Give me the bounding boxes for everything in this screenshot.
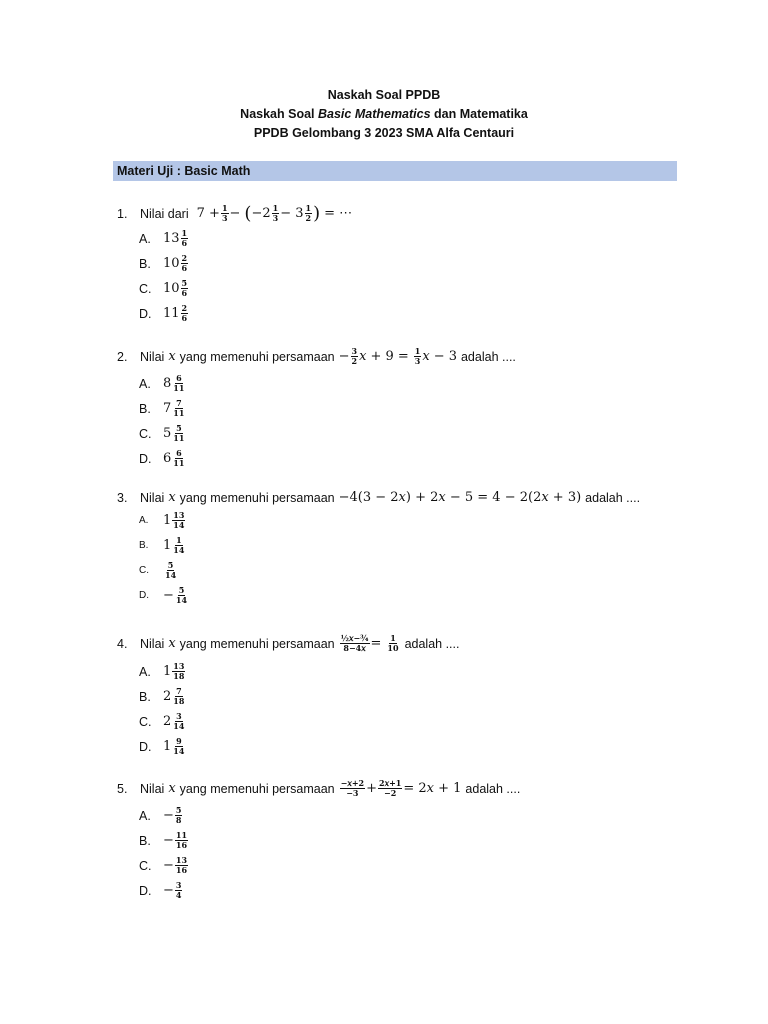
text-span: Nilai xyxy=(140,349,165,364)
math-term: = ⋯ xyxy=(324,206,353,221)
math-term: 11 xyxy=(163,306,180,321)
fraction xyxy=(164,561,177,580)
option-3a[interactable] xyxy=(139,511,186,530)
option-1d[interactable] xyxy=(139,304,189,323)
fraction-denominator: 14 xyxy=(175,595,188,605)
math-term: − 3 xyxy=(280,206,304,221)
fraction xyxy=(272,204,280,223)
fraction-denominator: 2 xyxy=(305,213,312,223)
fraction xyxy=(172,374,185,393)
option-3b[interactable] xyxy=(139,536,186,555)
math-term: 2 xyxy=(163,714,172,729)
option-label: A. xyxy=(139,664,151,679)
fraction-denominator: 6 xyxy=(181,238,188,248)
fraction-numerator: 1 xyxy=(305,203,312,213)
fraction xyxy=(172,712,185,731)
question-5 xyxy=(117,779,520,798)
header-line-3: PPDB Gelombang 3 2023 SMA Alfa Centauri xyxy=(253,126,515,140)
option-4d[interactable] xyxy=(139,737,186,756)
option-label: B. xyxy=(139,689,151,704)
header-line-2-pre: Naskah Soal xyxy=(240,107,318,121)
fraction-denominator: 14 xyxy=(165,570,177,580)
math-variable: x xyxy=(168,349,176,364)
fraction xyxy=(172,737,185,756)
option-label: A. xyxy=(139,231,151,246)
option-label: B. xyxy=(139,540,149,551)
question-3 xyxy=(117,490,640,505)
option-label: B. xyxy=(139,256,151,271)
fraction-numerator: 7 xyxy=(176,686,182,696)
option-label: C. xyxy=(139,565,149,576)
math-term: 8 xyxy=(163,376,172,391)
option-label: B. xyxy=(139,401,151,416)
header-line-2-italic: Basic Mathematics xyxy=(318,107,431,121)
option-label: D. xyxy=(139,306,152,321)
option-4c[interactable] xyxy=(139,712,186,731)
fraction xyxy=(172,536,185,555)
fraction-denominator: 6 xyxy=(181,288,188,298)
math-term: − xyxy=(229,206,241,221)
math-term: − xyxy=(163,858,174,873)
fraction-denominator: 10 xyxy=(387,643,399,653)
text-span: Nilai xyxy=(140,781,165,796)
math-term: 10 xyxy=(163,281,180,296)
fraction xyxy=(172,424,185,443)
fraction-denominator: 18 xyxy=(173,696,185,706)
option-4a[interactable] xyxy=(139,662,186,681)
fraction xyxy=(414,347,422,366)
math-term: −4(3 − 2𝑥) + 2𝑥 − 5 = 4 − 2(2𝑥 + 3) xyxy=(338,490,582,505)
question-number: 3. xyxy=(117,490,128,505)
option-1a[interactable] xyxy=(139,229,189,248)
option-label: D. xyxy=(139,451,152,466)
fraction-numerator: 6 xyxy=(176,448,182,458)
fraction-numerator: ½𝑥−¾ xyxy=(340,633,369,643)
math-term: − xyxy=(163,883,174,898)
fraction-denominator: 11 xyxy=(173,458,185,468)
option-label: B. xyxy=(139,833,151,848)
fraction xyxy=(221,204,229,223)
fraction xyxy=(181,254,189,273)
fraction-denominator: 11 xyxy=(173,408,185,418)
option-5b[interactable] xyxy=(139,831,189,850)
text-span: Nilai xyxy=(140,490,165,505)
fraction-denominator: 3 xyxy=(414,356,421,366)
fraction xyxy=(175,881,183,900)
math-variable: x xyxy=(359,349,367,364)
fraction-numerator: 3 xyxy=(175,880,182,890)
math-term: 2 xyxy=(163,689,172,704)
math-term: 1 xyxy=(163,664,172,679)
math-term: 10 xyxy=(163,256,180,271)
option-label: C. xyxy=(139,714,152,729)
fraction-denominator: 2 xyxy=(351,356,358,366)
fraction-numerator: 5 xyxy=(175,805,182,815)
fraction xyxy=(175,806,183,825)
math-variable: x xyxy=(422,349,430,364)
math-term: 1 xyxy=(163,513,172,528)
option-5d[interactable] xyxy=(139,881,183,900)
text-span: adalah .... xyxy=(460,349,516,364)
math-term: 5 xyxy=(163,426,172,441)
fraction-numerator: 1 xyxy=(181,228,188,238)
fraction xyxy=(181,229,189,248)
math-term: 1 xyxy=(163,538,172,553)
fraction-numerator: 1 xyxy=(272,203,279,213)
fraction xyxy=(175,586,188,605)
math-term: − xyxy=(338,349,350,364)
option-label: C. xyxy=(139,426,152,441)
fraction-numerator: 1 xyxy=(221,203,228,213)
fraction-numerator: 5 xyxy=(178,585,185,595)
fraction-denominator: 14 xyxy=(173,545,185,555)
option-4b[interactable] xyxy=(139,687,186,706)
fraction-numerator: 1 xyxy=(414,346,421,356)
header-line-1: Naskah Soal PPDB xyxy=(327,88,441,102)
option-2c[interactable] xyxy=(139,424,186,443)
math-term: + xyxy=(366,781,377,796)
fraction-denominator: 6 xyxy=(181,263,188,273)
option-label: A. xyxy=(139,376,151,391)
fraction xyxy=(340,634,370,653)
math-term: − 3 xyxy=(433,349,457,364)
math-term: 7 xyxy=(163,401,172,416)
fraction xyxy=(351,347,359,366)
option-2d[interactable] xyxy=(139,449,186,468)
question-text: Nilai dari xyxy=(140,206,189,221)
option-1b[interactable] xyxy=(139,254,189,273)
fraction-denominator: 11 xyxy=(173,383,185,393)
math-variable: x xyxy=(168,636,176,651)
option-label: C. xyxy=(139,858,152,873)
fraction-numerator: 13 xyxy=(173,510,185,520)
header-line-2-post: dan Matematika xyxy=(430,107,528,121)
option-5c[interactable] xyxy=(139,856,189,875)
option-1c[interactable] xyxy=(139,279,189,298)
fraction-denominator: 16 xyxy=(175,865,188,875)
fraction-numerator: 7 xyxy=(176,398,182,408)
fraction-numerator: 1 xyxy=(390,633,396,643)
fraction xyxy=(172,399,185,418)
math-term: −2 xyxy=(251,206,271,221)
math-variable: x xyxy=(168,781,176,796)
math-term: + 9 = xyxy=(370,349,409,364)
fraction-denominator: 14 xyxy=(173,746,185,756)
option-3d[interactable] xyxy=(139,586,189,605)
fraction-numerator: 2 xyxy=(181,253,188,263)
text-span: Nilai xyxy=(140,636,165,651)
fraction xyxy=(305,204,313,223)
section-band xyxy=(113,161,677,181)
fraction-numerator: 2𝑥+1 xyxy=(379,778,402,788)
fraction xyxy=(378,779,402,798)
math-term: = xyxy=(370,636,382,651)
fraction-denominator: 8−4𝑥 xyxy=(343,643,366,653)
fraction xyxy=(340,779,365,798)
fraction xyxy=(386,634,399,653)
fraction-numerator: 6 xyxy=(176,373,182,383)
fraction-denominator: −2 xyxy=(384,788,397,798)
option-2b[interactable] xyxy=(139,399,186,418)
fraction-numerator: 1 xyxy=(176,535,182,545)
math-variable: x xyxy=(168,490,176,505)
fraction-numerator: 3 xyxy=(176,711,182,721)
fraction-denominator: 8 xyxy=(175,815,182,825)
header-line-2 xyxy=(0,107,768,121)
math-term: − xyxy=(163,588,174,603)
fraction-numerator: 2 xyxy=(181,303,188,313)
option-label: A. xyxy=(139,515,149,526)
fraction xyxy=(172,511,185,530)
text-span: adalah .... xyxy=(585,490,641,505)
option-3c[interactable] xyxy=(139,561,178,580)
fraction xyxy=(181,279,189,298)
fraction-denominator: 6 xyxy=(181,313,188,323)
option-label: D. xyxy=(139,739,152,754)
fraction-numerator: 5 xyxy=(176,423,182,433)
question-number: 1. xyxy=(117,206,128,221)
fraction-numerator: 11 xyxy=(175,830,188,840)
fraction-denominator: 11 xyxy=(173,433,185,443)
math-term: − xyxy=(163,833,174,848)
math-term: − xyxy=(163,808,174,823)
fraction-denominator: 14 xyxy=(173,520,185,530)
fraction-numerator: 5 xyxy=(167,560,174,570)
parenthesis: ) xyxy=(313,203,321,224)
question-2 xyxy=(117,347,516,366)
fraction xyxy=(181,304,189,323)
fraction xyxy=(172,662,185,681)
fraction-denominator: −3 xyxy=(346,788,359,798)
math-term: 13 xyxy=(163,231,180,246)
text-span: yang memenuhi persamaan xyxy=(179,781,335,796)
option-5a[interactable] xyxy=(139,806,183,825)
parenthesis: ( xyxy=(244,203,252,224)
fraction-numerator: 3 xyxy=(351,346,358,356)
fraction-numerator: 13 xyxy=(175,855,188,865)
fraction-denominator: 3 xyxy=(221,213,228,223)
option-label: C. xyxy=(139,281,152,296)
fraction-numerator: −𝑥+2 xyxy=(340,778,365,788)
fraction-denominator: 4 xyxy=(175,890,182,900)
math-term: = 2𝑥 + 1 xyxy=(403,781,462,796)
fraction xyxy=(172,687,185,706)
math-term: 1 xyxy=(163,739,172,754)
question-number: 4. xyxy=(117,636,128,651)
fraction-denominator: 16 xyxy=(175,840,188,850)
text-span: yang memenuhi persamaan xyxy=(179,490,335,505)
fraction-denominator: 18 xyxy=(173,671,185,681)
fraction xyxy=(172,449,185,468)
question-1 xyxy=(117,203,352,224)
text-span: yang memenuhi persamaan xyxy=(179,636,335,651)
fraction xyxy=(175,831,188,850)
option-label: A. xyxy=(139,808,151,823)
question-number: 2. xyxy=(117,349,128,364)
text-span: adalah .... xyxy=(404,636,460,651)
option-label: D. xyxy=(139,590,149,601)
fraction-numerator: 5 xyxy=(181,278,188,288)
fraction-numerator: 9 xyxy=(176,736,182,746)
text-span: yang memenuhi persamaan xyxy=(179,349,335,364)
text-span: adalah .... xyxy=(465,781,521,796)
section-title: Materi Uji : Basic Math xyxy=(117,164,251,178)
fraction xyxy=(175,856,188,875)
fraction-denominator: 14 xyxy=(173,721,185,731)
fraction-denominator: 3 xyxy=(272,213,279,223)
option-label: D. xyxy=(139,883,152,898)
math-term: 7 + xyxy=(196,206,220,221)
option-2a[interactable] xyxy=(139,374,186,393)
fraction-numerator: 13 xyxy=(173,661,185,671)
question-number: 5. xyxy=(117,781,128,796)
question-4 xyxy=(117,634,459,653)
math-term: 6 xyxy=(163,451,172,466)
